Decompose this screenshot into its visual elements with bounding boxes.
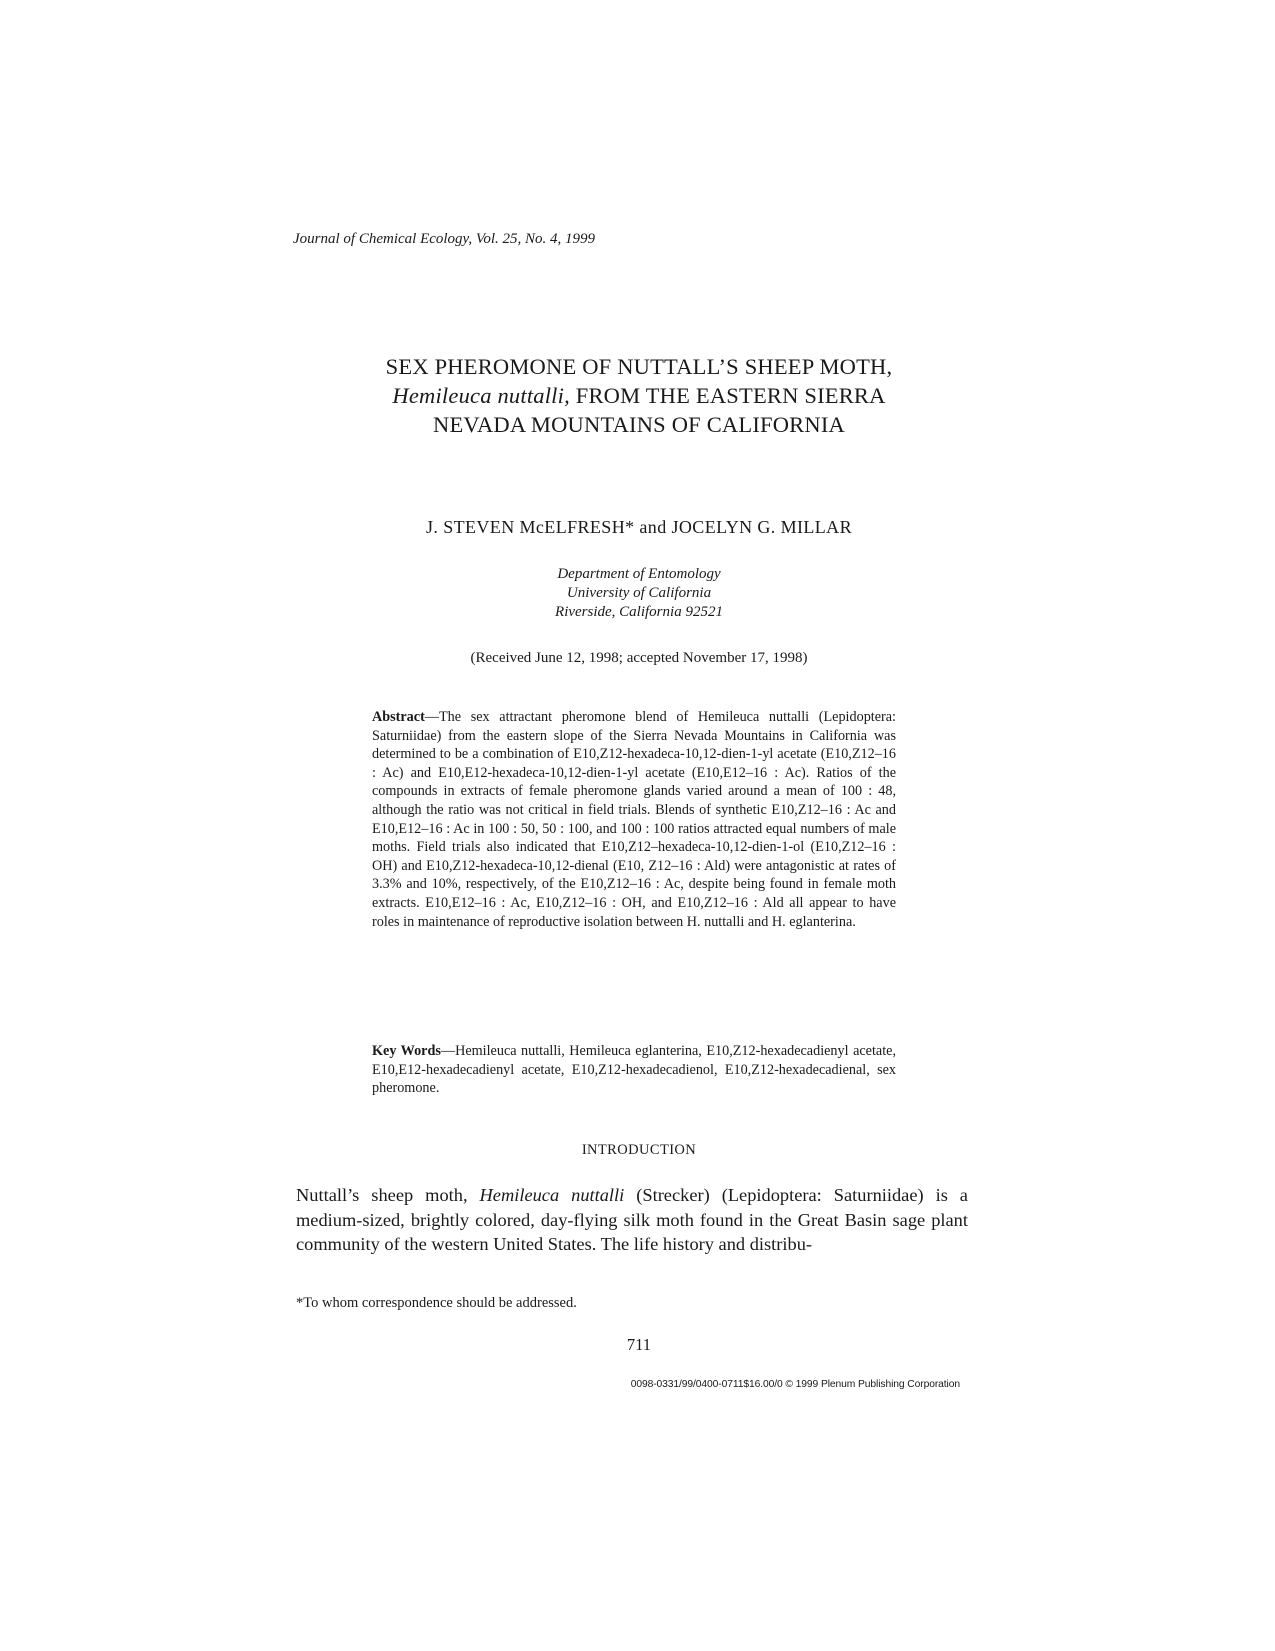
journal-citation: Journal of Chemical Ecology, Vol. 25, No. 4, 1999 — [293, 231, 596, 247]
copyright-line: 0098-0331/99/0400-0711$16.00/0 © 1999 Plenum Publishing Corporation — [630, 1379, 960, 1390]
abstract-label: Abstract — [372, 709, 425, 725]
keywords-label: Key Words — [372, 1043, 441, 1059]
affiliation-location: Riverside, California 92521 — [555, 604, 723, 620]
abstract-text: —The sex attractant pheromone blend of Hemileuca nuttalli (Lepidoptera: Saturniidae) from the eastern slope of the Sierra Nevada Mountains in California was determined to be a combination of E10,Z12-hexadeca-10,12-dien-1-yl acetate (E10,Z12–16 : Ac) and E10,E12-hexadeca-10,12-dien-1-yl acetate (E10,E12–16 : Ac). Ratios of the compounds in extracts of female pheromone glands varied around a mean of 100 : 48, although the ratio was not critical in field trials. Blends of synthetic E10,Z12–16 : Ac and E10,E12–16 : Ac in 100 : 50, 50 : 100, and 100 : 100 ratios attracted equal numbers of male moths. Field trials also indicated that E10,Z12–hexadeca-10,12-dien-1-ol (E10,Z12–16 : OH) and E10,Z12-hexadeca-10,12-dienal (E10, Z12–16 : Ald) were antagonistic at rates of 3.3% and 10%, respectively, of the E10,Z12–16 : Ac, despite being found in female moth extracts. E10,E12–16 : Ac, E10,Z12–16 : OH, and E10,Z12–16 : Ald all appear to have roles in maintenance of reproductive isolation between H. nuttalli and H. eglanterina. — [372, 709, 896, 930]
title-line-2-rest: FROM THE EASTERN SIERRA — [569, 383, 886, 408]
title-line-2 — [280, 381, 998, 410]
title-line-3: NEVADA MOUNTAINS OF CALIFORNIA — [433, 412, 845, 437]
intro-lead: Nuttall’s sheep moth, — [296, 1185, 480, 1205]
affiliation-university: University of California — [566, 585, 712, 601]
title-species: Hemileuca nuttalli, — [392, 383, 570, 408]
page-number: 711 — [626, 1335, 652, 1354]
authors: J. STEVEN McELFRESH* and JOCELYN G. MILLAR — [426, 517, 852, 537]
introduction-paragraph — [296, 1183, 968, 1257]
correspondence-footnote: *To whom correspondence should be addressed. — [296, 1295, 577, 1311]
intro-rest: (Strecker) (Lepidoptera: Saturniidae) is a medium-sized, brightly colored, day-flying silk moth found in the Great Basin sage plant community of the western United States. The life history and distribu- — [296, 1185, 968, 1255]
keywords — [372, 1042, 896, 1098]
article-title — [280, 352, 998, 439]
received-dates: (Received June 12, 1998; accepted November 17, 1998) — [470, 650, 808, 666]
title-line-1: SEX PHEROMONE OF NUTTALL’S SHEEP MOTH, — [385, 354, 893, 379]
affiliation-department: Department of Entomology — [557, 566, 721, 582]
keywords-text: —Hemileuca nuttalli, Hemileuca eglanterina, E10,Z12-hexadecadienyl acetate, E10,E12-hexadecadienyl acetate, E10,Z12-hexadecadienol, E10,Z12-hexadecadienal, sex pheromone. — [372, 1043, 896, 1097]
section-heading-introduction: INTRODUCTION — [581, 1142, 697, 1158]
abstract — [372, 708, 896, 931]
affiliation — [440, 565, 838, 622]
intro-species: Hemileuca nuttalli — [479, 1185, 625, 1205]
